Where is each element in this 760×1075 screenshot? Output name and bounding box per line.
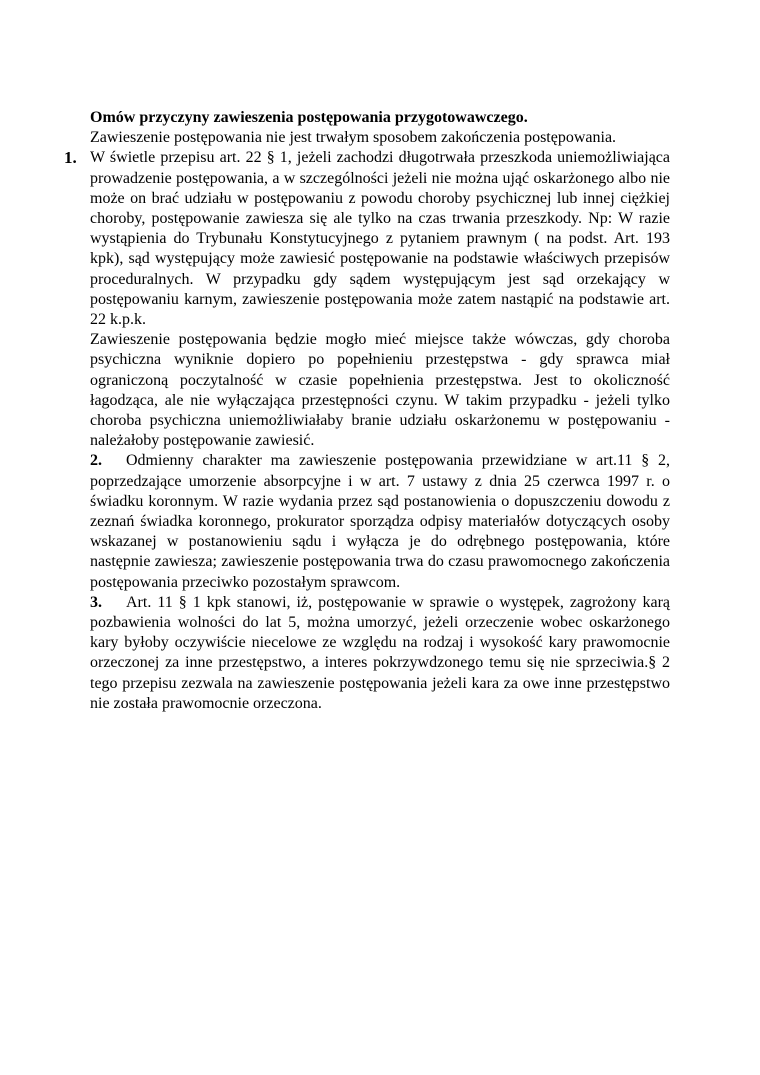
item-number-1: 1. (64, 148, 77, 168)
item-text-3: Art. 11 § 1 kpk stanowi, iż, postępowanie w sprawie o występek, zagrożony karą pozbawienia wolności do lat 5, można umorzyć, jeżeli orzeczenie wobec oskarżonego kary byłoby oczywiście niecelowe ze względu na rodzaj i wysokość kary prawomocnie orzeczonej za inne przestępstwo, a interes pokrzywdzonego temu się nie sprzeciwia.§ 2 tego przepisu zezwala na zawieszenie postępowania jeżeli kara za owe inne przestępstwo nie została prawomocnie orzeczona. (90, 593, 670, 712)
document-body (64, 108, 670, 714)
document-title: Omów przyczyny zawieszenia postępowania przygotowawczego. (90, 109, 528, 126)
intro-paragraph: Zawieszenie postępowania nie jest trwałym sposobem zakończenia postępowania. (90, 129, 617, 147)
list-item-1 (64, 148, 670, 330)
item-text-2: Odmienny charakter ma zawieszenie postępowania przewidziane w art.11 § 2, poprzedzające umorzenie absorpcyjne i w art. 7 ustawy z dnia 25 czerwca 1997 r. o świadku koronnym. W razie wydania przez sąd postanowienia o dopuszczeniu dowodu z zeznań świadka koronnego, prokurator sporządza odpisy materiałów dotyczących osoby wskazanej w postanowieniu sądu i wyłącza je do odrębnego postępowania, które następnie zawiesza; zawieszenie postępowania trwa do czasu prawomocnego zakończenia postępowania przeciwko pozostałym sprawcom. (90, 452, 670, 591)
list-item-2 (90, 451, 670, 592)
item-text-1: W świetle przepisu art. 22 § 1, jeżeli zachodzi długotrwała przeszkoda uniemożliwiająca prowadzenie postępowania, a w szczególności jeżeli nie można ująć oskarżonego albo nie może on brać udziału w postępowaniu z powodu choroby psychicznej lub innej ciężkiej choroby, postępowanie zawiesza się ale tylko na czas trwania przeszkody. Np: W razie wystąpienia do Trybunału Konstytucyjnego z pytaniem prawnym ( na podst. Art. 193 kpk), sąd występujący może zawiesić postępowanie na podstawie właściwych przepisów proceduralnych. W przypadku gdy sądem występującym jest sąd orzekający w postępowaniu karnym, zawieszenie postępowania może zatem nastąpić na podstawie art. 22 k.p.k. (90, 149, 670, 329)
item-1-continuation: Zawieszenie postępowania będzie mogło mieć miejsce także wówczas, gdy choroba psychiczna wyniknie dopiero po popełnieniu przestępstwa - gdy sprawca miał ograniczoną poczytalność w czasie popełnienia przestępstwa. Jest to okoliczność łagodząca, ale nie wyłączająca przestępności czynu. W takim przypadku - jeżeli tylko choroba psychiczna uniemożliwiałaby branie udziału oskarżonemu w postępowaniu - należałoby postępowanie zawiesić. (90, 331, 670, 450)
item-number-2: 2. (90, 452, 102, 470)
item-number-3: 3. (90, 593, 102, 611)
list-item-3 (90, 593, 670, 714)
